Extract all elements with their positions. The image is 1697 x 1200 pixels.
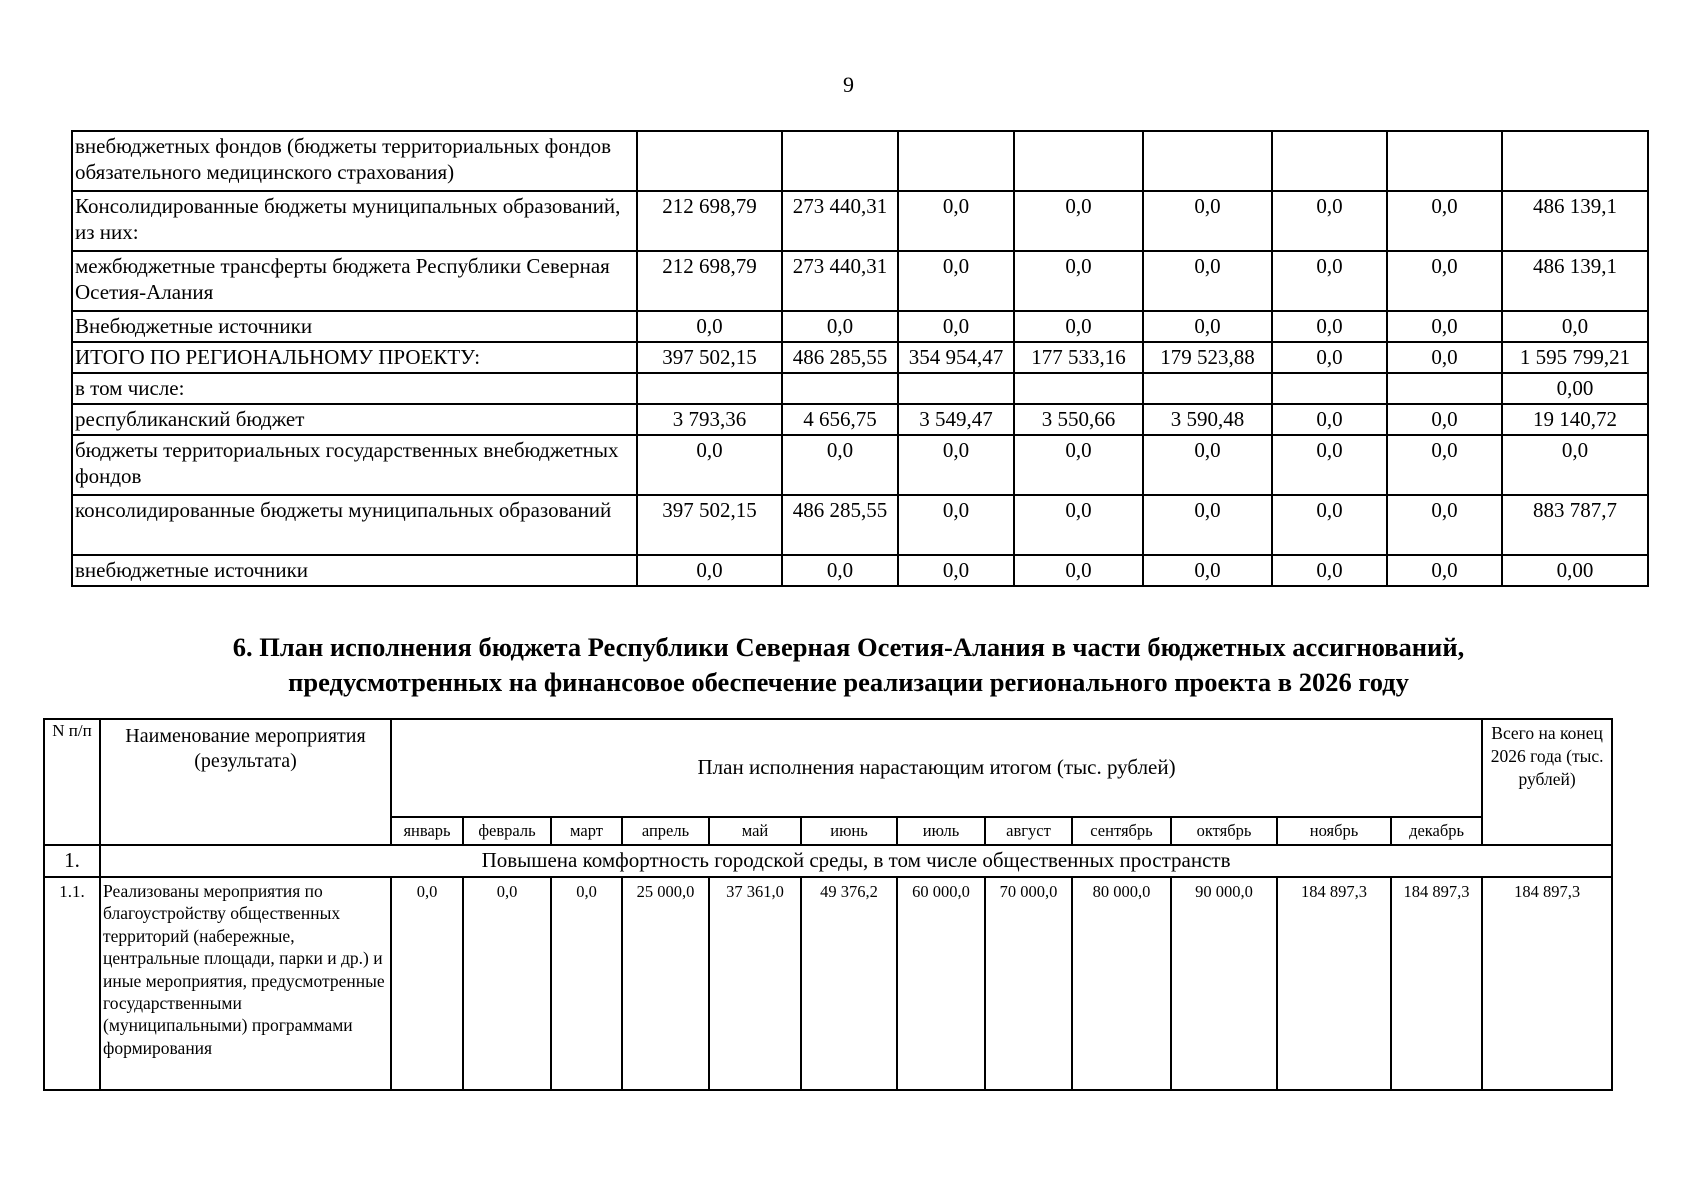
- month-header: июнь: [801, 817, 897, 845]
- page-number: 9: [843, 72, 854, 97]
- section-num: 1.: [44, 845, 100, 877]
- cell-value: 19 140,72: [1502, 404, 1648, 435]
- row-num: 1.1.: [44, 877, 100, 1090]
- month-header: январь: [391, 817, 463, 845]
- cell-value: [1143, 131, 1272, 191]
- cell-value: 0,0: [898, 191, 1014, 251]
- row-name: Реализованы мероприятия по благоустройству общественных территорий (набережные, центральные площади, парки и др.) и иные мероприятия, предусмотренные государственными (муниципальными) программами формирования: [100, 877, 391, 1090]
- cell-value: 486 285,55: [782, 495, 898, 555]
- cell-value: 0,0: [782, 435, 898, 495]
- cell-value: 0,0: [1387, 555, 1502, 586]
- table-row: [72, 311, 1648, 342]
- cell-value: 3 549,47: [898, 404, 1014, 435]
- funding-table: [71, 130, 1649, 587]
- row-label: республиканский бюджет: [72, 404, 637, 435]
- cell-value: 0,0: [1143, 555, 1272, 586]
- table-row: [72, 555, 1648, 586]
- cell-value: 0,0: [1387, 191, 1502, 251]
- cell-value: 0,0: [1014, 251, 1143, 311]
- cell-value: 0,0: [1143, 251, 1272, 311]
- month-header: октябрь: [1171, 817, 1277, 845]
- cell-value: 0,0: [1014, 311, 1143, 342]
- cell-value: 0,0: [637, 435, 782, 495]
- cell-value: 177 533,16: [1014, 342, 1143, 373]
- cell-value: [782, 131, 898, 191]
- month-value: 184 897,3: [1277, 877, 1391, 1090]
- month-value: 0,0: [463, 877, 551, 1090]
- cell-value: [1014, 131, 1143, 191]
- cell-value: 354 954,47: [898, 342, 1014, 373]
- section-title-line-1: 6. План исполнения бюджета Республики Северная Осетия-Алания в части бюджетных ассигнований,: [232, 632, 1465, 662]
- month-value: 184 897,3: [1391, 877, 1482, 1090]
- row-label: межбюджетные трансферты бюджета Республики Северная Осетия-Алания: [72, 251, 637, 311]
- month-value: 80 000,0: [1072, 877, 1171, 1090]
- cell-value: [637, 131, 782, 191]
- plan-header: План исполнения нарастающим итогом (тыс. рублей): [391, 719, 1482, 817]
- name-header: Наименование мероприятия (результата): [100, 719, 391, 845]
- month-header: июль: [897, 817, 985, 845]
- table-row: [72, 251, 1648, 311]
- cell-value: 0,0: [1387, 342, 1502, 373]
- cell-value: 273 440,31: [782, 191, 898, 251]
- row-label: внебюджетных фондов (бюджеты территориальных фондов обязательного медицинского страхования): [72, 131, 637, 191]
- month-value: 60 000,0: [897, 877, 985, 1090]
- row-label: консолидированные бюджеты муниципальных образований: [72, 495, 637, 555]
- row-label: Внебюджетные источники: [72, 311, 637, 342]
- month-value: 0,0: [551, 877, 622, 1090]
- table-row: [72, 435, 1648, 495]
- cell-value: 0,0: [1143, 191, 1272, 251]
- cell-value: 0,0: [1272, 495, 1387, 555]
- num-header: N п/п: [44, 719, 100, 845]
- row-label: в том числе:: [72, 373, 637, 404]
- month-value: 49 376,2: [801, 877, 897, 1090]
- month-header: май: [709, 817, 801, 845]
- cell-value: 0,0: [1272, 311, 1387, 342]
- cell-value: 0,0: [1272, 191, 1387, 251]
- cell-value: 0,0: [898, 435, 1014, 495]
- cell-value: 0,0: [898, 311, 1014, 342]
- month-header: март: [551, 817, 622, 845]
- cell-value: 397 502,15: [637, 342, 782, 373]
- cell-value: 0,0: [1272, 342, 1387, 373]
- cell-value: 212 698,79: [637, 251, 782, 311]
- month-header: февраль: [463, 817, 551, 845]
- cell-value: 3 793,36: [637, 404, 782, 435]
- cell-value: [1272, 131, 1387, 191]
- cell-value: 0,0: [1387, 404, 1502, 435]
- cell-value: 273 440,31: [782, 251, 898, 311]
- cell-value: 0,0: [637, 555, 782, 586]
- cell-value: 0,00: [1502, 555, 1648, 586]
- cell-value: 0,0: [1387, 311, 1502, 342]
- section-title: [0, 630, 1697, 700]
- plan-table: [43, 718, 1613, 1091]
- cell-value: 0,0: [1272, 555, 1387, 586]
- cell-value: 212 698,79: [637, 191, 782, 251]
- cell-value: [1143, 373, 1272, 404]
- cell-value: 179 523,88: [1143, 342, 1272, 373]
- section-heading: Повышена комфортность городской среды, в том числе общественных пространств: [100, 845, 1612, 877]
- cell-value: 0,0: [1143, 435, 1272, 495]
- cell-value: 1 595 799,21: [1502, 342, 1648, 373]
- cell-value: [1272, 373, 1387, 404]
- cell-value: 397 502,15: [637, 495, 782, 555]
- month-header: ноябрь: [1277, 817, 1391, 845]
- cell-value: 3 550,66: [1014, 404, 1143, 435]
- month-header: август: [985, 817, 1072, 845]
- table-row: [72, 191, 1648, 251]
- cell-value: 0,0: [1502, 311, 1648, 342]
- month-value: 90 000,0: [1171, 877, 1277, 1090]
- row-label: ИТОГО ПО РЕГИОНАЛЬНОМУ ПРОЕКТУ:: [72, 342, 637, 373]
- table-row: [72, 373, 1648, 404]
- total-header: Всего на конец 2026 года (тыс. рублей): [1482, 719, 1612, 845]
- cell-value: 0,0: [1387, 251, 1502, 311]
- cell-value: 4 656,75: [782, 404, 898, 435]
- cell-value: 0,0: [782, 555, 898, 586]
- cell-value: [782, 373, 898, 404]
- cell-value: 486 139,1: [1502, 191, 1648, 251]
- row-label: бюджеты территориальных государственных внебюджетных фондов: [72, 435, 637, 495]
- cell-value: 0,0: [1502, 435, 1648, 495]
- table-row: [72, 342, 1648, 373]
- cell-value: [637, 373, 782, 404]
- section-title-line-2: предусмотренных на финансовое обеспечение реализации регионального проекта в 2026 году: [288, 667, 1409, 697]
- cell-value: 0,0: [1143, 311, 1272, 342]
- cell-value: 0,0: [782, 311, 898, 342]
- cell-value: 0,00: [1502, 373, 1648, 404]
- table-row: [72, 495, 1648, 555]
- cell-value: 0,0: [1014, 435, 1143, 495]
- cell-value: 0,0: [1387, 495, 1502, 555]
- cell-value: 0,0: [898, 495, 1014, 555]
- cell-value: 0,0: [637, 311, 782, 342]
- cell-value: 0,0: [1387, 435, 1502, 495]
- cell-value: 3 590,48: [1143, 404, 1272, 435]
- cell-value: 0,0: [1272, 251, 1387, 311]
- month-header: апрель: [622, 817, 709, 845]
- cell-value: [1387, 131, 1502, 191]
- row-label: Консолидированные бюджеты муниципальных образований, из них:: [72, 191, 637, 251]
- cell-value: 0,0: [1014, 555, 1143, 586]
- month-header: декабрь: [1391, 817, 1482, 845]
- cell-value: [898, 131, 1014, 191]
- cell-value: 0,0: [1272, 435, 1387, 495]
- table-row: [44, 877, 1612, 1090]
- cell-value: 486 139,1: [1502, 251, 1648, 311]
- cell-value: 0,0: [1014, 191, 1143, 251]
- cell-value: 0,0: [898, 555, 1014, 586]
- row-total: 184 897,3: [1482, 877, 1612, 1090]
- cell-value: [1502, 131, 1648, 191]
- month-value: 37 361,0: [709, 877, 801, 1090]
- cell-value: 0,0: [1143, 495, 1272, 555]
- month-value: 0,0: [391, 877, 463, 1090]
- month-header: сентябрь: [1072, 817, 1171, 845]
- cell-value: [1014, 373, 1143, 404]
- table-row: [72, 131, 1648, 191]
- cell-value: 0,0: [898, 251, 1014, 311]
- section-row: [44, 845, 1612, 877]
- cell-value: 486 285,55: [782, 342, 898, 373]
- month-value: 70 000,0: [985, 877, 1072, 1090]
- cell-value: 883 787,7: [1502, 495, 1648, 555]
- cell-value: 0,0: [1272, 404, 1387, 435]
- cell-value: 0,0: [1014, 495, 1143, 555]
- row-label: внебюджетные источники: [72, 555, 637, 586]
- table-row: [72, 404, 1648, 435]
- cell-value: [1387, 373, 1502, 404]
- cell-value: [898, 373, 1014, 404]
- month-value: 25 000,0: [622, 877, 709, 1090]
